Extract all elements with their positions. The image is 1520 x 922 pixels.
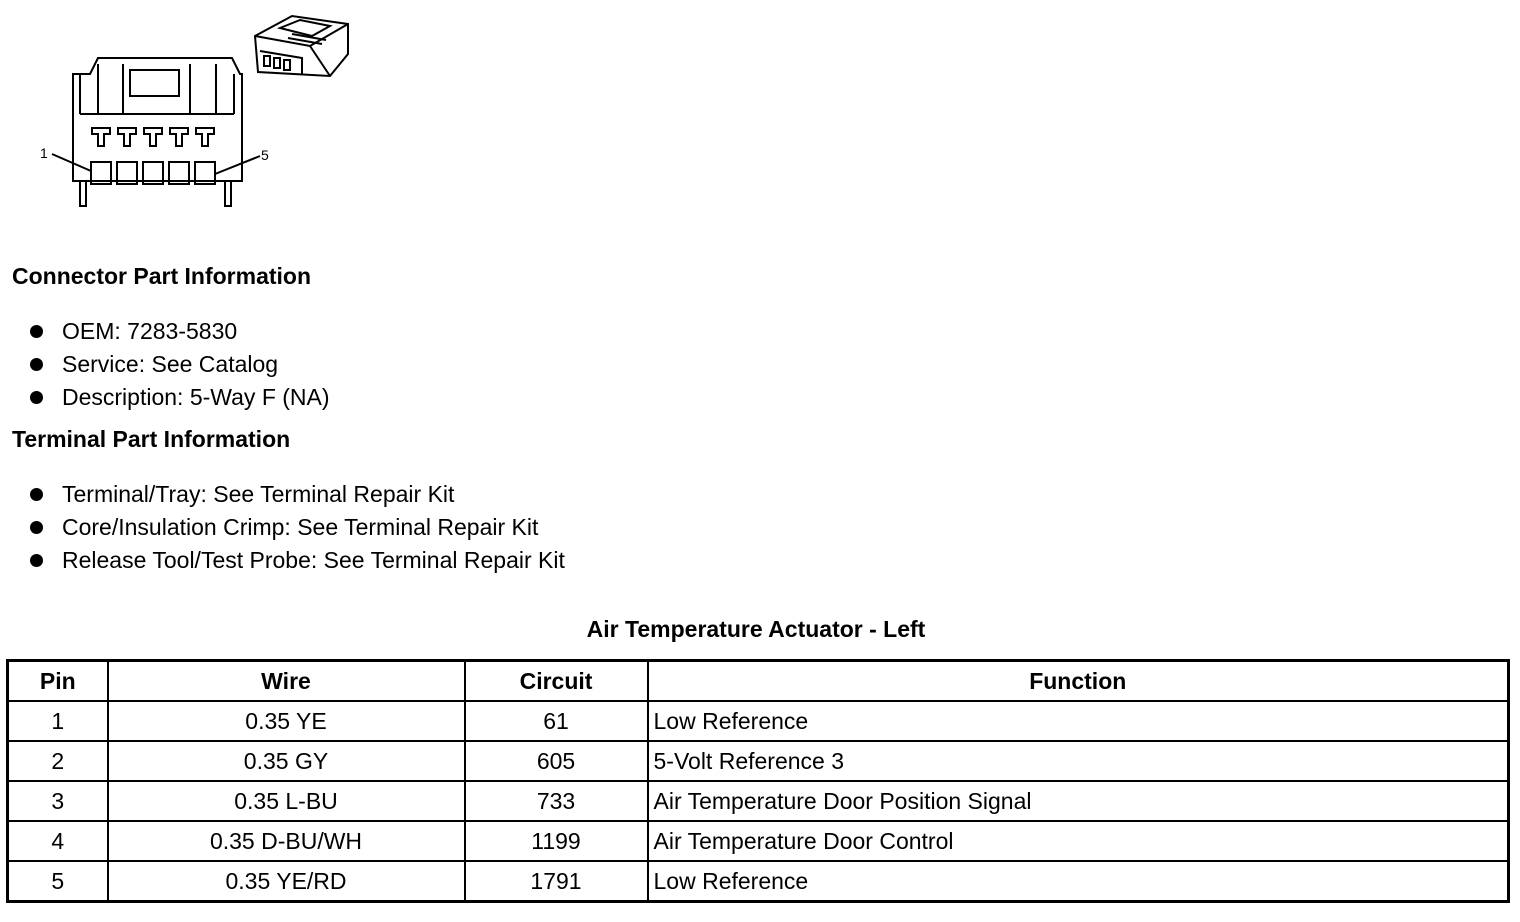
bullet-icon <box>30 554 43 567</box>
bullet-icon <box>30 488 43 501</box>
cell-function: Low Reference <box>648 861 1509 902</box>
cell-wire: 0.35 GY <box>108 741 465 781</box>
table-row <box>8 781 1509 821</box>
cell-function: 5-Volt Reference 3 <box>648 741 1509 781</box>
list-item-text: Terminal/Tray: See Terminal Repair Kit <box>62 481 455 507</box>
list-item-text: Release Tool/Test Probe: See Terminal Repair Kit <box>62 547 565 573</box>
connector-diagram <box>30 6 370 216</box>
list-item <box>28 544 565 577</box>
cell-circuit: 605 <box>465 741 648 781</box>
pin-table <box>6 659 1510 903</box>
cell-wire: 0.35 L-BU <box>108 781 465 821</box>
header-function: Function <box>648 661 1509 702</box>
list-item <box>28 478 565 511</box>
cell-function: Low Reference <box>648 701 1509 741</box>
list-item-text: OEM: 7283-5830 <box>62 318 238 344</box>
list-item <box>28 348 330 381</box>
connector-info-heading: Connector Part Information <box>12 263 312 289</box>
cell-circuit: 733 <box>465 781 648 821</box>
list-item-text: Description: 5-Way F (NA) <box>62 384 330 410</box>
cell-function: Air Temperature Door Control <box>648 821 1509 861</box>
table-header-row <box>8 661 1509 702</box>
cell-wire: 0.35 D-BU/WH <box>108 821 465 861</box>
bullet-icon <box>30 521 43 534</box>
list-item-text: Service: See Catalog <box>62 351 279 377</box>
table-row <box>8 701 1509 741</box>
cell-function: Air Temperature Door Position Signal <box>648 781 1509 821</box>
cell-pin: 1 <box>8 701 108 741</box>
cell-circuit: 1199 <box>465 821 648 861</box>
pin-label-1: 1 <box>40 145 48 161</box>
cell-wire: 0.35 YE/RD <box>108 861 465 902</box>
cell-pin: 5 <box>8 861 108 902</box>
list-item <box>28 511 565 544</box>
header-circuit: Circuit <box>465 661 648 702</box>
header-pin: Pin <box>8 661 108 702</box>
table-row <box>8 741 1509 781</box>
cell-wire: 0.35 YE <box>108 701 465 741</box>
bullet-icon <box>30 391 43 404</box>
list-item-text: Core/Insulation Crimp: See Terminal Repair Kit <box>62 514 539 540</box>
table-title: Air Temperature Actuator - Left <box>586 616 926 642</box>
cell-circuit: 1791 <box>465 861 648 902</box>
terminal-info-list <box>28 478 565 577</box>
header-wire: Wire <box>108 661 465 702</box>
table-row <box>8 861 1509 902</box>
list-item <box>28 315 330 348</box>
cell-circuit: 61 <box>465 701 648 741</box>
bullet-icon <box>30 358 43 371</box>
cell-pin: 3 <box>8 781 108 821</box>
connector-info-list <box>28 315 330 414</box>
pin-label-5: 5 <box>261 147 269 163</box>
bullet-icon <box>30 325 43 338</box>
cell-pin: 2 <box>8 741 108 781</box>
list-item <box>28 381 330 414</box>
terminal-info-heading: Terminal Part Information <box>12 426 291 452</box>
table-row <box>8 821 1509 861</box>
cell-pin: 4 <box>8 821 108 861</box>
